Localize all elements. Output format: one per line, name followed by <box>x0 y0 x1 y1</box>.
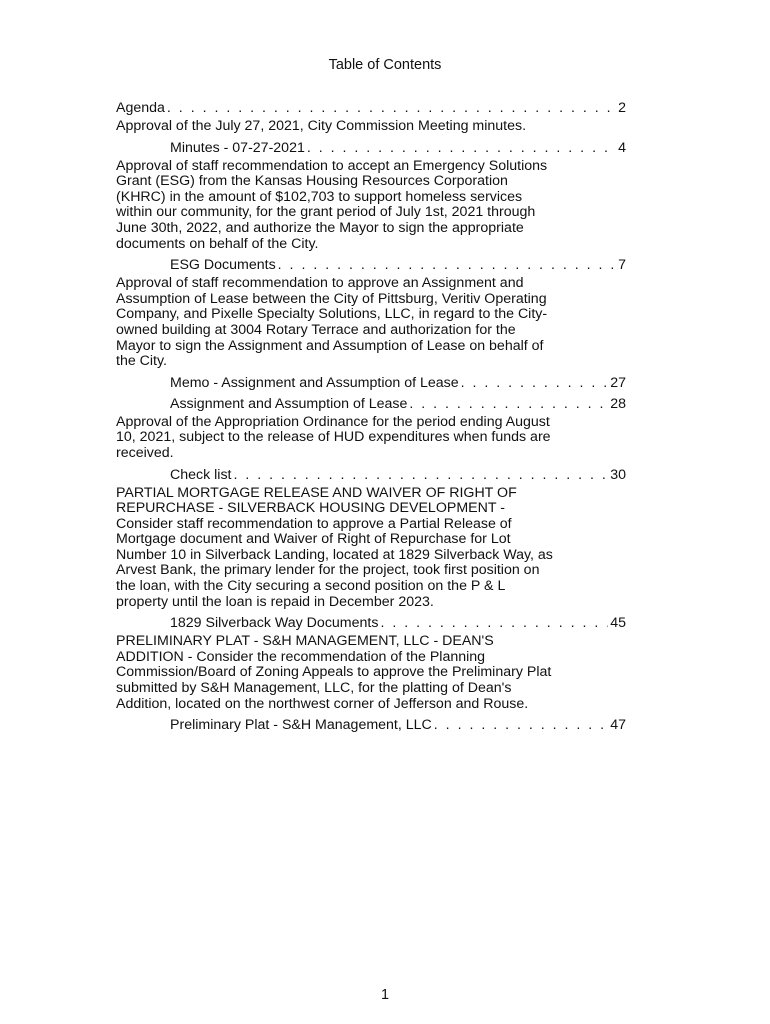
toc-entry-label: Check list <box>170 466 232 483</box>
toc-entry-silverback-documents[interactable] <box>116 613 626 633</box>
toc-entry-memo-assignment[interactable] <box>116 373 626 393</box>
toc-entry-minutes[interactable] <box>116 138 626 158</box>
dot-leader <box>307 138 616 158</box>
toc-entry-label: 1829 Silverback Way Documents <box>170 615 379 632</box>
agenda-item-description: PRELIMINARY PLAT - S&H MANAGEMENT, LLC - DEAN'S ADDITION - Consider the recommendation of the Planning Commission/Board of Zoning Appeals to approve the Preliminary Plat submitted by S&H Management, LLC, for the platting of Dean's Addition, located on the northwest corner of Jefferson and Rouse. <box>116 633 552 712</box>
agenda-item-description: PARTIAL MORTGAGE RELEASE AND WAIVER OF RIGHT OF REPURCHASE - SILVERBACK HOUSING DEVELOPMENT - Consider staff recommendation to approve a Partial Release of Mortgage document and Waiver of Right of Repurchase for Lot Number 10 in Silverback Landing, located at 1829 Silverback Way, as Arvest Bank, the primary lender for the project, took first position on the loan, with the City securing a second position on the P & L property until the loan is repaid in December 2023. <box>116 484 553 610</box>
agenda-item-description: Approval of the July 27, 2021, City Commission Meeting minutes. <box>116 118 527 134</box>
toc-entry-page: 27 <box>610 374 626 391</box>
table-of-contents <box>116 98 626 736</box>
page-title: Table of Contents <box>328 57 442 73</box>
toc-entry-page: 47 <box>610 717 626 734</box>
toc-entry-agenda[interactable] <box>116 98 626 118</box>
dot-leader <box>167 98 616 118</box>
toc-entry-label: Agenda <box>116 100 165 116</box>
toc-entry-label: Assignment and Assumption of Lease <box>170 395 408 412</box>
toc-entry-page: 45 <box>610 615 626 632</box>
agenda-item-description: Approval of the Appropriation Ordinance for the period ending August 10, 2021, subject to the release of HUD expenditures when funds are received. <box>116 413 551 461</box>
toc-entry-label: ESG Documents <box>170 257 276 274</box>
toc-entry-assignment-lease[interactable] <box>116 394 626 414</box>
dot-leader <box>278 255 616 275</box>
toc-entry-esg-documents[interactable] <box>116 255 626 275</box>
dot-leader <box>380 613 608 633</box>
dot-leader <box>234 465 609 485</box>
toc-entry-page: 30 <box>610 466 626 483</box>
toc-entry-check-list[interactable] <box>116 465 626 485</box>
dot-leader <box>461 373 609 393</box>
dot-leader <box>434 715 608 735</box>
toc-entry-label: Minutes - 07-27-2021 <box>170 139 305 156</box>
dot-leader <box>409 394 608 414</box>
toc-entry-page: 4 <box>618 139 626 156</box>
toc-entry-preliminary-plat[interactable] <box>116 715 626 735</box>
toc-entry-label: Preliminary Plat - S&H Management, LLC <box>170 717 432 734</box>
agenda-item-description: Approval of staff recommendation to accept an Emergency Solutions Grant (ESG) from the Kansas Housing Resources Corporation (KHRC) in the amount of $102,703 to support homeless services within our community, for the grant period of July 1st, 2021 through June 30th, 2022, and authorize the Mayor to sign the appropriate documents on behalf of the City. <box>116 157 548 252</box>
page-number: 1 <box>380 987 390 1003</box>
agenda-item-description: Approval of staff recommendation to approve an Assignment and Assumption of Lease between the City of Pittsburg, Veritiv Operating Company, and Pixelle Specialty Solutions, LLC, in regard to the City-owned building at 3004 Rotary Terrace and authorization for the Mayor to sign the Assignment and Assumption of Lease on behalf of the City. <box>116 275 548 370</box>
toc-entry-page: 2 <box>618 100 626 116</box>
toc-entry-label: Memo - Assignment and Assumption of Lease <box>170 374 459 391</box>
toc-entry-page: 7 <box>618 257 626 274</box>
toc-entry-page: 28 <box>610 395 626 412</box>
